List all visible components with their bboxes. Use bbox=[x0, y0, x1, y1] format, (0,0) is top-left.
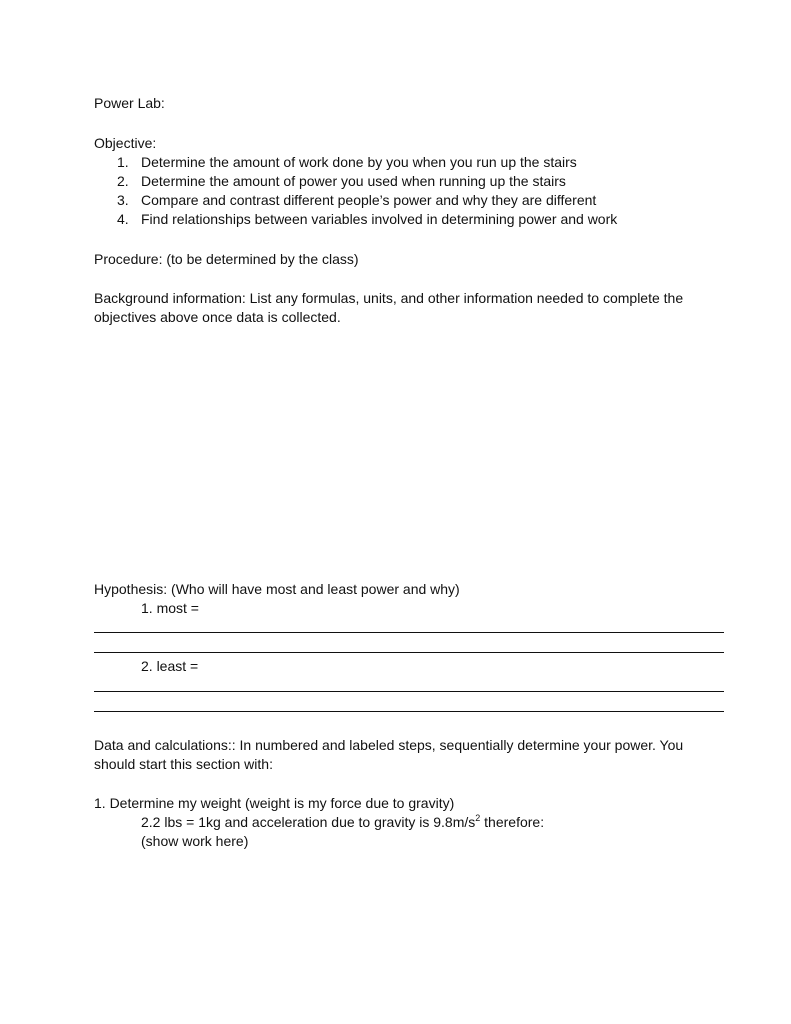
objective-item bbox=[117, 210, 617, 228]
objective-item-number: 4. bbox=[117, 211, 129, 227]
objective-item-text: Compare and contrast different people’s power and why they are different bbox=[141, 192, 597, 208]
hypothesis-most-label: 1. most = bbox=[141, 600, 199, 616]
objective-item bbox=[117, 172, 566, 190]
background-line: Background information: List any formulas, units, and other information needed to complete the bbox=[94, 290, 684, 306]
hypothesis-heading: Hypothesis: (Who will have most and least power and why) bbox=[94, 581, 460, 597]
background-line: objectives above once data is collected. bbox=[94, 309, 341, 325]
conversion-text: 2.2 lbs = 1kg and acceleration due to gravity is 9.8m/s bbox=[141, 814, 476, 830]
objective-item bbox=[117, 191, 596, 209]
objective-item bbox=[117, 153, 577, 171]
data-calc-line: should start this section with: bbox=[94, 756, 273, 772]
show-work-label: (show work here) bbox=[141, 833, 249, 849]
exponent: 2 bbox=[475, 813, 481, 823]
conversion-text-end: therefore: bbox=[480, 814, 545, 830]
answer-line bbox=[94, 652, 724, 653]
conversion-line bbox=[141, 813, 544, 831]
answer-line bbox=[94, 632, 724, 633]
objective-item-number: 1. bbox=[117, 154, 129, 170]
objective-item-number: 2. bbox=[117, 173, 129, 189]
answer-line bbox=[94, 691, 724, 692]
objective-item-text: Determine the amount of work done by you when you run up the stairs bbox=[141, 154, 577, 170]
data-calc-line: Data and calculations:: In numbered and labeled steps, sequentially determine your power. You bbox=[94, 737, 684, 753]
answer-line bbox=[94, 711, 724, 712]
hypothesis-least-label: 2. least = bbox=[141, 658, 199, 674]
objective-item-text: Find relationships between variables involved in determining power and work bbox=[141, 211, 618, 227]
objective-item-number: 3. bbox=[117, 192, 129, 208]
page-title: Power Lab: bbox=[94, 95, 165, 111]
procedure-line: Procedure: (to be determined by the class) bbox=[94, 251, 359, 267]
objective-heading: Objective: bbox=[94, 135, 157, 151]
step-heading: 1. Determine my weight (weight is my force due to gravity) bbox=[94, 795, 455, 811]
objective-item-text: Determine the amount of power you used when running up the stairs bbox=[141, 173, 566, 189]
